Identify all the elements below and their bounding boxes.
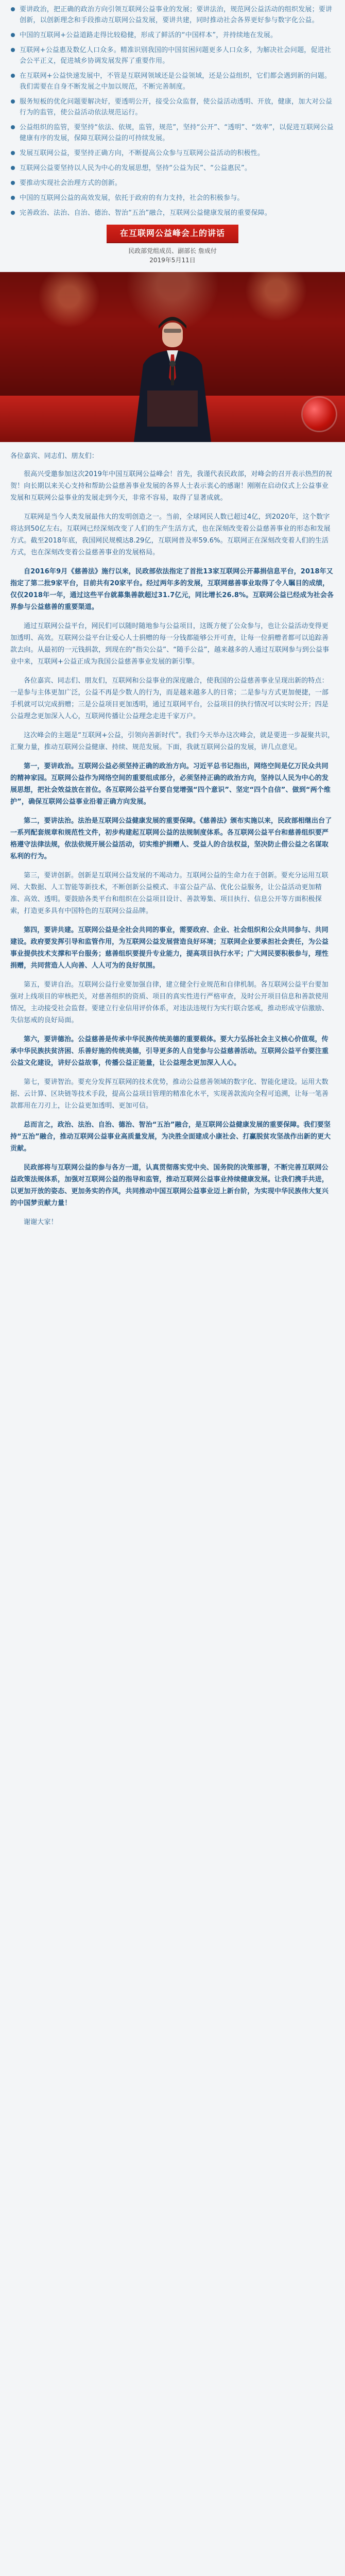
greeting: 各位嘉宾、同志们、朋友们： [10, 452, 98, 460]
key-point: 互联网+公益惠及数亿人口众多。精准识别我国的中国贫困问题更多人口众多，为解决社会问题，促进社会公平正义，促进城乡协调发展发挥了重要作用。 [9, 45, 336, 66]
article-paragraph: 各位嘉宾、同志们、朋友们，互联网和公益事业的深度融合，使我国的公益慈善事业呈现出新的特点：一是参与主体更加广泛，公益不再是少数人的行为，而是越来越多人的日常；二是参与方式更加便捷，一部手机就可以完成捐赠；三是公益项目更加透明，通过互联网平台，公益项目的执行情况可以实时公开；四是公益理念更加深入人心，互联网传播让公益理念走进千家万户。 [10, 677, 329, 720]
key-point: 发展互联网公益，要坚持正确方向，不断提高公众参与互联网公益活动的积极性。 [9, 148, 336, 159]
article-paragraph: 这次峰会的主题是“互联网+公益，引领向善新时代”。我们今天举办这次峰会，就是要进一步凝聚共识，汇聚力量，推动互联网公益健康、持续、规范发展。下面，我就互联网公益的发展，讲几点意见。 [10, 732, 335, 751]
key-point: 服务短板的优化问题要解决好，要透明公开，接受公众监督，使公益活动透明、开放，健康，加大对公益行为的监管，使公益活动依法规范运行。 [9, 96, 336, 118]
article-paragraph: 第四，要讲共建。互联网公益是全社会共同的事业，需要政府、企业、社会组织和公众共同参与、共同建设。政府要发挥引导和监管作用，为互联网公益发展营造良好环境；互联网企业要承担社会责任，为公益事业提供技术支撑和平台服务；慈善组织要提升专业能力，提高项目执行水平；广大网民要积极参与，理性捐赠，共同营造人人向善、人人可为的良好氛围。 [10, 926, 329, 970]
article-paragraph: 第六，要讲德治。公益慈善是传承中华民族传统美德的重要载体。要大力弘扬社会主义核心价值观，传承中华民族扶贫济困、乐善好施的传统美德，引导更多的人自觉参与公益慈善活动。互联网公益平台要注重公益文化建设，讲好公益故事，传播公益正能量，让公益理念更加深入人心。 [10, 1036, 329, 1067]
speaker-photo [0, 272, 345, 442]
article-paragraph: 自2016年9月《慈善法》施行以来，民政部依法指定了首批13家互联网公开募捐信息平台，2018年又指定了第二批9家平台，目前共有20家平台。经过两年多的发展，互联网慈善事业取得了令人瞩目的成绩，仅仅2018年一年，通过这些平台就募集善款超过31.7亿元，同比增长26.8%。互联网公益已经成为社会各界参与公益慈善的重要渠道。 [10, 568, 334, 611]
article-paragraph: 第七，要讲智治。要充分发挥互联网的技术优势，推动公益慈善领域的数字化、智能化建设。运用大数据、云计算、区块链等技术手段，提高公益项目管理的精准化水平，实现善款流向全程可追溯，让每一笔善款都用在刀刃上，让公益更加透明、更加可信。 [10, 1078, 329, 1110]
article-paragraph: 很高兴受邀参加这次2019年中国互联网公益峰会！首先，我谨代表民政部，对峰会的召开表示热烈的祝贺！向长期以来关心支持和帮助公益慈善事业发展的各界人士表示衷心的感谢！刚刚在启动仪式上公益事业发展和互联网公益事业的发展走到今天，非常不容易，取得了显著成就。 [10, 470, 333, 502]
speech-meta [9, 246, 336, 265]
article-paragraph: 总而言之，政治、法治、自治、德治、智治“五治”融合，是互联网公益健康发展的重要保障。我们要坚持“五治”融合，推动互联网公益事业高质量发展，为决胜全面建成小康社会、打赢脱贫攻坚战作出新的更大贡献。 [10, 1121, 331, 1153]
key-point: 中国的互联网公益的高效发展，依托于政府的有力支持，社会的积极参与。 [9, 193, 336, 204]
article-paragraph: 第二，要讲法治。法治是互联网公益健康发展的重要保障。《慈善法》颁布实施以来，民政部相继出台了一系列配套规章和规范性文件，初步构建起互联网公益的法规制度体系。各互联网公益平台和慈善组织要严格遵守法律法规，依法依规开展公益活动，切实维护捐赠人、受益人的合法权益，坚决防止借公益之名谋取私利的行为。 [10, 817, 332, 860]
key-point: 要推动实现社会治理方式的创新。 [9, 178, 336, 189]
article-paragraph: 互联网是当今人类发展最伟大的发明创造之一。当前，全球网民人数已超过4亿，到2020年，这个数字将达到50亿左右。互联网已经深刻改变了人们的生产生活方式，也在深刻改变着公益慈善事业的形态和发展方式。截至2018年底，我国网民规模达8.29亿，互联网普及率59.6%。互联网正在深刻改变着人们的生活方式，也在深刻改变着公益慈善事业的发展格局。 [10, 513, 331, 556]
key-point: 完善政治、法治、自治、德治、智治“五治”融合，互联网公益健康发展的重要保障。 [9, 208, 336, 218]
speech-article [0, 442, 345, 1246]
article-paragraph: 第五，要讲自治。互联网公益行业要加强自律，建立健全行业规范和自律机制。各互联网公益平台要加强对上线项目的审核把关，对慈善组织的资质、项目的真实性进行严格审查，及时公开项目信息和善款使用情况，主动接受社会监督。要建立行业信用评价体系，对违法违规行为实行联合惩戒，推动形成守信激励、失信惩戒的良好局面。 [10, 981, 329, 1024]
key-point: 中国的互联网+公益道路走得比较稳健，形成了鲜活的“中国样本”，并持续地在发展。 [9, 30, 336, 41]
speaker-figure [113, 308, 232, 442]
speech-date: 2019年5月11日 [149, 257, 196, 264]
key-point: 公益组织的监管，要坚持“依法、依规，监管，规范”，坚持“公开”、“透明”、“效率”，以促进互联网公益健康有序的发展，保障互联网公益的可持续发展。 [9, 122, 336, 144]
article-paragraph: 民政部将与互联网公益的参与各方一道，认真贯彻落实党中央、国务院的决策部署，不断完善互联网公益政策法规体系，加强对互联网公益的指导和监管，推动互联网公益事业持续健康发展。让我们携手共进，以更加开放的姿态、更加务实的作风，共同推动中国互联网公益事业迈上新台阶，为实现中华民族伟大复兴的中国梦贡献力量！ [10, 1164, 329, 1207]
speaker-line: 民政部党组成员、副部长 詹成付 [128, 247, 217, 255]
article-paragraph: 通过互联网公益平台，网民们可以随时随地参与公益项目，这既方便了公众参与，也让公益活动变得更加透明、高效。互联网公益平台让爱心人士捐赠的每一分钱都能够公开可查，让每一位捐赠者都可以追踪善款去向。从最初的一元钱捐款，到现在的“指尖公益”、“随手公益”，越来越多的人通过互联网参与到公益事业中来，互联网+公益正成为我国公益慈善事业发展的新引擎。 [10, 622, 330, 666]
key-point: 要讲政治，把正确的政治方向引领互联网公益事业的发展；要讲法治，规范网公益活动的组织发展；要讲创新，以创新理念和手段推动互联网公益发展，要讲共建，同时推动社会各界更好参与数字化公益。 [9, 4, 336, 26]
key-point: 互联网公益要坚持以人民为中心的发展思想，坚持“公益为民”、“公益惠民”。 [9, 163, 336, 174]
key-point: 在互联网+公益快速发展中，不管是互联网领域还是公益领域，还是公益组织，它们都会遇到新的问题。我们需要在自身不断发展之中加以规范，不断完善制度。 [9, 71, 336, 92]
article-paragraph: 谢谢大家！ [24, 1218, 58, 1226]
article-paragraph: 第一，要讲政治。互联网公益必须坚持正确的政治方向。习近平总书记指出，网络空间是亿万民众共同的精神家园。互联网公益作为网络空间的重要组成部分，必须坚持正确的政治方向，坚持以人民为中心的发展思想，把社会效益放在首位。各互联网公益平台要自觉增强“四个意识”、坚定“四个自信”、做到“两个维护”，确保互联网公益事业沿着正确方向发展。 [10, 762, 331, 806]
event-logo-icon [303, 398, 336, 431]
article-paragraph: 第三，要讲创新。创新是互联网公益发展的不竭动力。互联网公益的生命力在于创新。要充分运用互联网、大数据、人工智能等新技术，不断创新公益模式、丰富公益产品、优化公益服务，让公益活动更加精准、高效、透明。要鼓励各类平台和组织在公益项目设计、善款筹集、项目执行、信息公开等方面积极探索，打造更多具有中国特色的互联网公益品牌。 [10, 872, 329, 915]
section-title: 在互联网公益峰会上的讲话 [107, 225, 238, 242]
key-points [0, 0, 345, 265]
